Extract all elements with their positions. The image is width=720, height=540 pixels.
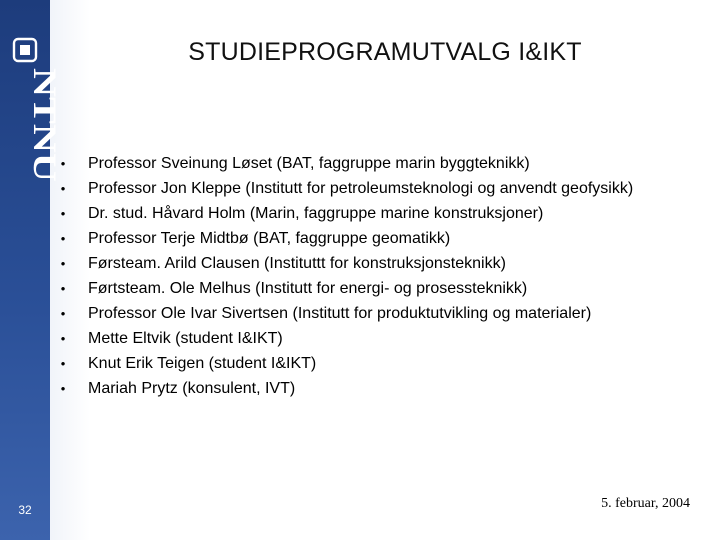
list-item-text: Førtsteam. Ole Melhus (Institutt for energi- og prosessteknikk) xyxy=(88,280,528,297)
slide-title: STUDIEPROGRAMUTVALG I&IKT xyxy=(188,38,582,66)
ntnu-logo-icon xyxy=(13,38,37,62)
slide-date: 5. februar, 2004 xyxy=(601,496,690,511)
svg-text:NTNU: NTNU xyxy=(26,68,62,162)
list-item-text: Dr. stud. Håvard Holm (Marin, faggruppe marine konstruksjoner) xyxy=(88,205,544,222)
bullet-icon: • xyxy=(60,306,66,321)
bullet-icon: • xyxy=(60,256,66,271)
list-item xyxy=(58,228,708,250)
list-item xyxy=(58,178,708,200)
list-item xyxy=(58,153,708,175)
bullet-icon: • xyxy=(60,156,66,171)
list-item xyxy=(58,203,708,225)
bullet-icon: • xyxy=(60,206,66,221)
bullet-icon: • xyxy=(60,356,66,371)
list-item-text: Knut Erik Teigen (student I&IKT) xyxy=(88,355,317,372)
slide-number: 32 xyxy=(18,503,32,517)
list-item xyxy=(58,378,708,400)
list-item xyxy=(58,303,708,325)
bullet-icon: • xyxy=(60,181,66,196)
list-item-text: Mariah Prytz (konsulent, IVT) xyxy=(88,380,296,397)
brand-sidebar xyxy=(0,0,62,540)
list-item-text: Mette Eltvik (student I&IKT) xyxy=(88,330,283,347)
member-list xyxy=(58,153,708,403)
list-item xyxy=(58,353,708,375)
list-item xyxy=(58,278,708,300)
list-item-text: Professor Jon Kleppe (Institutt for petroleumsteknologi og anvendt geofysikk) xyxy=(88,180,634,197)
list-item-text: Professor Terje Midtbø (BAT, faggruppe geomatikk) xyxy=(88,230,451,247)
list-item-text: Førsteam. Arild Clausen (Instituttt for konstruksjonsteknikk) xyxy=(88,255,506,272)
list-item-text: Professor Ole Ivar Sivertsen (Institutt for produktutvikling og materialer) xyxy=(88,305,592,322)
list-item xyxy=(58,253,708,275)
bullet-icon: • xyxy=(60,381,66,396)
list-item-text: Professor Sveinung Løset (BAT, faggruppe marin byggteknikk) xyxy=(88,155,530,172)
ntnu-wordmark xyxy=(7,66,62,184)
list-item xyxy=(58,328,708,350)
bullet-icon: • xyxy=(60,281,66,296)
bullet-icon: • xyxy=(60,331,66,346)
bullet-icon: • xyxy=(60,231,66,246)
